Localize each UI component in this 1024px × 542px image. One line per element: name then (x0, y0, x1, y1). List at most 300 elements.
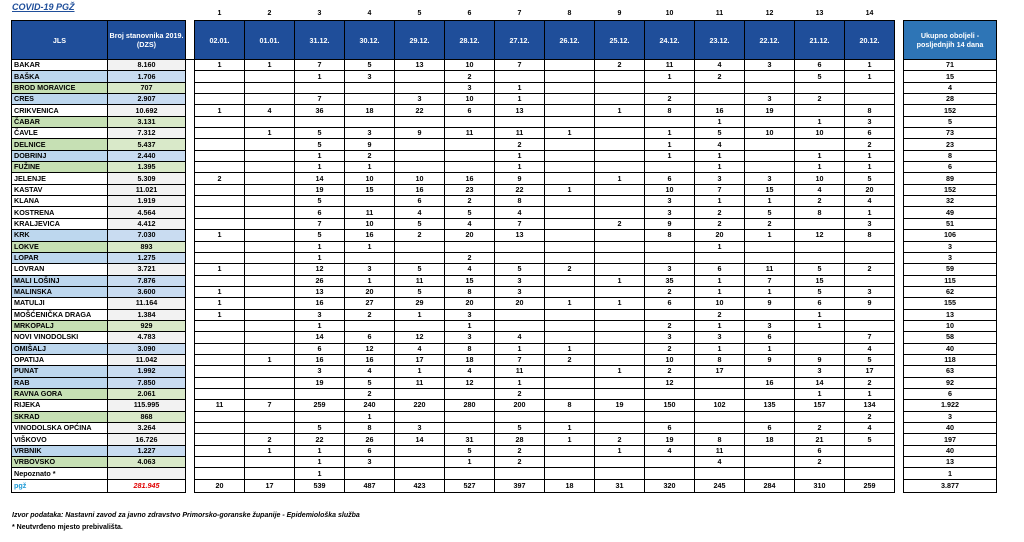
spacer (186, 150, 195, 161)
case-count: 16 (345, 354, 395, 365)
case-count: 1 (645, 128, 695, 139)
spacer (186, 423, 195, 434)
population-value: 2.061 (108, 388, 186, 399)
case-count (595, 94, 645, 105)
row-total: 10 (904, 320, 997, 331)
case-count: 1 (545, 343, 595, 354)
spacer (186, 275, 195, 286)
case-count (795, 332, 845, 343)
municipality-name: CRIKVENICA (12, 105, 108, 116)
table-row (12, 105, 997, 116)
case-count: 6 (845, 128, 895, 139)
row-total: 4 (904, 82, 997, 93)
case-count: 2 (545, 354, 595, 365)
row-total: 63 (904, 366, 997, 377)
municipality-name: Nepoznato * (12, 468, 108, 479)
case-count (795, 105, 845, 116)
case-count: 5 (295, 423, 345, 434)
case-count: 8 (445, 343, 495, 354)
spacer (186, 309, 195, 320)
case-count: 1 (195, 309, 245, 320)
municipality-name: LOVRAN (12, 264, 108, 275)
case-count: 259 (295, 400, 345, 411)
table-row (12, 196, 997, 207)
case-count (445, 116, 495, 127)
case-count (545, 286, 595, 297)
municipality-name: RAVNA GORA (12, 388, 108, 399)
spacer (895, 116, 904, 127)
case-count: 1 (695, 162, 745, 173)
footnote: * Neutvrđeno mjesto prebivališta. (12, 524, 123, 531)
case-count: 4 (845, 423, 895, 434)
case-count: 5 (395, 218, 445, 229)
case-count (195, 162, 245, 173)
case-count (545, 71, 595, 82)
row-total: 40 (904, 445, 997, 456)
case-count: 6 (295, 207, 345, 218)
case-count: 1 (745, 230, 795, 241)
case-count: 2 (595, 60, 645, 71)
case-count: 18 (745, 434, 795, 445)
municipality-name: RIJEKA (12, 400, 108, 411)
case-count: 3 (695, 173, 745, 184)
spacer (895, 411, 904, 422)
sum-count: 259 (845, 479, 895, 492)
case-count: 2 (645, 343, 695, 354)
row-total: 59 (904, 264, 997, 275)
case-count: 220 (395, 400, 445, 411)
spacer (186, 230, 195, 241)
case-count: 7 (695, 184, 745, 195)
municipality-name: CRES (12, 94, 108, 105)
case-count: 28 (495, 434, 545, 445)
case-count: 4 (445, 366, 495, 377)
municipality-name: VINODOLSKA OPĆINA (12, 423, 108, 434)
case-count: 5 (845, 173, 895, 184)
case-count (195, 241, 245, 252)
case-count (595, 162, 645, 173)
case-count: 2 (645, 286, 695, 297)
case-count (245, 150, 295, 161)
spacer (895, 162, 904, 173)
case-count: 157 (795, 400, 845, 411)
municipality-name: MOŠĆENIČKA DRAGA (12, 309, 108, 320)
case-count: 5 (695, 128, 745, 139)
case-count (595, 309, 645, 320)
case-count (595, 252, 645, 263)
case-count (845, 320, 895, 331)
case-count (695, 252, 745, 263)
case-count (245, 332, 295, 343)
column-number: 10 (665, 10, 674, 17)
spacer (895, 445, 904, 456)
spacer (186, 252, 195, 263)
column-number: 3 (317, 10, 322, 17)
case-count: 6 (645, 423, 695, 434)
row-total: 197 (904, 434, 997, 445)
case-count (195, 196, 245, 207)
municipality-name: RAB (12, 377, 108, 388)
spacer (186, 434, 195, 445)
spacer (895, 241, 904, 252)
case-count: 2 (795, 196, 845, 207)
case-count: 11 (695, 445, 745, 456)
case-count (595, 286, 645, 297)
spacer (186, 173, 195, 184)
case-count: 1 (595, 298, 645, 309)
case-count (695, 423, 745, 434)
spacer (186, 411, 195, 422)
case-count: 1 (845, 150, 895, 161)
spacer (895, 252, 904, 263)
case-count: 3 (645, 207, 695, 218)
population-value: 1.706 (108, 71, 186, 82)
row-total: 71 (904, 60, 997, 71)
case-count (695, 388, 745, 399)
case-count: 5 (845, 354, 895, 365)
population-value: 893 (108, 241, 186, 252)
case-count: 1 (645, 71, 695, 82)
case-count: 2 (795, 423, 845, 434)
case-count (345, 252, 395, 263)
municipality-name: SKRAD (12, 411, 108, 422)
population-value: 4.783 (108, 332, 186, 343)
case-count (545, 150, 595, 161)
population-value (108, 468, 186, 479)
case-count: 5 (795, 286, 845, 297)
spacer (895, 207, 904, 218)
table-row (12, 320, 997, 331)
case-count: 4 (695, 457, 745, 468)
case-count: 14 (295, 332, 345, 343)
header-date: 01.01. (245, 21, 295, 60)
population-value: 1.919 (108, 196, 186, 207)
case-count: 3 (295, 366, 345, 377)
case-count: 3 (295, 309, 345, 320)
case-count: 3 (845, 286, 895, 297)
table-row (12, 116, 997, 127)
row-total: 49 (904, 207, 997, 218)
case-count (195, 218, 245, 229)
sum-row (12, 479, 997, 492)
case-count: 20 (345, 286, 395, 297)
municipality-name: LOPAR (12, 252, 108, 263)
table-row (12, 434, 997, 445)
case-count (395, 82, 445, 93)
case-count (395, 388, 445, 399)
municipality-name: KRK (12, 230, 108, 241)
case-count: 1 (745, 343, 795, 354)
case-count (445, 388, 495, 399)
case-count (195, 128, 245, 139)
case-count: 200 (495, 400, 545, 411)
header-date: 20.12. (845, 21, 895, 60)
case-count: 9 (795, 354, 845, 365)
case-count: 16 (695, 105, 745, 116)
spacer (186, 366, 195, 377)
case-count: 8 (695, 434, 745, 445)
spacer (895, 218, 904, 229)
case-count: 5 (295, 139, 345, 150)
row-total: 6 (904, 388, 997, 399)
case-count: 8 (845, 105, 895, 116)
header-date: 24.12. (645, 21, 695, 60)
case-count (595, 207, 645, 218)
table-row (12, 275, 997, 286)
spacer (895, 82, 904, 93)
case-count (745, 150, 795, 161)
case-count: 15 (345, 184, 395, 195)
case-count: 1 (295, 162, 345, 173)
case-count (545, 241, 595, 252)
case-count: 2 (845, 377, 895, 388)
sum-count: 539 (295, 479, 345, 492)
population-value: 1.227 (108, 445, 186, 456)
spacer (895, 298, 904, 309)
case-count: 20 (445, 230, 495, 241)
table-row (12, 457, 997, 468)
population-value: 10.692 (108, 105, 186, 116)
sum-count: 527 (445, 479, 495, 492)
population-value: 16.726 (108, 434, 186, 445)
case-count: 1 (695, 196, 745, 207)
case-count: 102 (695, 400, 745, 411)
case-count: 3 (345, 128, 395, 139)
case-count (545, 60, 595, 71)
case-count: 3 (845, 116, 895, 127)
case-count: 17 (695, 366, 745, 377)
case-count: 2 (445, 196, 495, 207)
row-total: 8 (904, 150, 997, 161)
spacer (186, 320, 195, 331)
case-count: 11 (445, 128, 495, 139)
case-count (345, 196, 395, 207)
municipality-name: ČABAR (12, 116, 108, 127)
case-count: 1 (495, 377, 545, 388)
case-count: 2 (445, 252, 495, 263)
case-count: 134 (845, 400, 895, 411)
case-count (595, 457, 645, 468)
case-count: 1 (845, 60, 895, 71)
case-count: 19 (295, 184, 345, 195)
case-count: 4 (695, 60, 745, 71)
case-count: 1 (245, 354, 295, 365)
sum-count: 423 (395, 479, 445, 492)
case-count (845, 94, 895, 105)
column-number: 4 (367, 10, 372, 17)
case-count: 1 (795, 162, 845, 173)
spacer (186, 264, 195, 275)
header-date: 30.12. (345, 21, 395, 60)
case-count: 16 (445, 173, 495, 184)
case-count: 21 (795, 434, 845, 445)
sum-count: 397 (495, 479, 545, 492)
population-value: 4.564 (108, 207, 186, 218)
table-row (12, 162, 997, 173)
spacer (895, 457, 904, 468)
column-number: 12 (765, 10, 774, 17)
case-count: 16 (295, 354, 345, 365)
case-count: 2 (695, 309, 745, 320)
case-count: 12 (795, 230, 845, 241)
case-count: 7 (495, 354, 545, 365)
case-count: 13 (495, 230, 545, 241)
case-count: 2 (695, 71, 745, 82)
case-count: 1 (795, 150, 845, 161)
population-value: 115.995 (108, 400, 186, 411)
case-count: 11 (495, 128, 545, 139)
case-count: 10 (395, 173, 445, 184)
case-count (695, 94, 745, 105)
table-row (12, 60, 997, 71)
case-count (395, 445, 445, 456)
spacer (186, 286, 195, 297)
case-count: 15 (745, 184, 795, 195)
case-count: 16 (345, 230, 395, 241)
case-count: 10 (445, 94, 495, 105)
case-count (395, 411, 445, 422)
case-count (245, 139, 295, 150)
case-count (745, 252, 795, 263)
row-total: 3 (904, 241, 997, 252)
case-count: 1 (295, 150, 345, 161)
spacer (186, 116, 195, 127)
case-count (845, 252, 895, 263)
spacer (895, 196, 904, 207)
case-count: 6 (345, 445, 395, 456)
case-count (245, 230, 295, 241)
case-count: 3 (445, 332, 495, 343)
header-date: 23.12. (695, 21, 745, 60)
case-count (245, 173, 295, 184)
case-count: 150 (645, 400, 695, 411)
case-count: 1 (695, 150, 745, 161)
case-count: 3 (495, 286, 545, 297)
case-count (195, 139, 245, 150)
case-count (445, 162, 495, 173)
row-total: 5 (904, 116, 997, 127)
case-count: 1 (645, 150, 695, 161)
case-count (395, 241, 445, 252)
case-count: 1 (295, 445, 345, 456)
case-count: 2 (445, 71, 495, 82)
sum-count: 17 (245, 479, 295, 492)
header-date: 26.12. (545, 21, 595, 60)
spacer (186, 332, 195, 343)
case-count: 36 (295, 105, 345, 116)
case-count: 14 (795, 377, 845, 388)
spacer (895, 230, 904, 241)
case-count (845, 468, 895, 479)
case-count: 5 (295, 196, 345, 207)
case-count: 7 (495, 218, 545, 229)
case-count: 6 (795, 298, 845, 309)
case-count (595, 184, 645, 195)
case-count (295, 116, 345, 127)
case-count (645, 82, 695, 93)
case-count: 3 (345, 71, 395, 82)
case-count: 9 (745, 354, 795, 365)
spacer (108, 8, 186, 21)
table-row (12, 411, 997, 422)
municipality-name: OMIŠALJ (12, 343, 108, 354)
case-count: 1 (845, 71, 895, 82)
municipality-name: VRBOVSKO (12, 457, 108, 468)
case-count: 11 (345, 207, 395, 218)
population-value: 8.160 (108, 60, 186, 71)
case-count (245, 241, 295, 252)
case-count: 6 (745, 423, 795, 434)
row-total: 15 (904, 71, 997, 82)
case-count: 1 (845, 162, 895, 173)
municipality-name: OPATIJA (12, 354, 108, 365)
case-count: 2 (395, 230, 445, 241)
sum-count: 284 (745, 479, 795, 492)
case-count (745, 309, 795, 320)
case-count: 1 (445, 320, 495, 331)
case-count: 3 (745, 320, 795, 331)
spacer (186, 457, 195, 468)
case-count (645, 162, 695, 173)
case-count: 2 (545, 264, 595, 275)
case-count (745, 241, 795, 252)
case-count: 1 (245, 445, 295, 456)
municipality-name: LOKVE (12, 241, 108, 252)
column-number: 8 (567, 10, 572, 17)
case-count: 2 (245, 434, 295, 445)
row-total: 23 (904, 139, 997, 150)
case-count: 1 (195, 286, 245, 297)
case-count: 29 (395, 298, 445, 309)
case-count: 4 (695, 139, 745, 150)
case-count (445, 150, 495, 161)
case-count: 1 (195, 105, 245, 116)
case-count: 14 (395, 434, 445, 445)
table-row (12, 343, 997, 354)
table-row (12, 400, 997, 411)
spacer (895, 264, 904, 275)
case-count: 10 (745, 128, 795, 139)
case-count (245, 71, 295, 82)
case-count (545, 377, 595, 388)
case-count (745, 445, 795, 456)
spacer (895, 105, 904, 116)
case-count (595, 116, 645, 127)
case-count (495, 71, 545, 82)
case-count: 6 (395, 196, 445, 207)
municipality-name: BROD MORAVICE (12, 82, 108, 93)
row-total: 115 (904, 275, 997, 286)
sum-count: 20 (195, 479, 245, 492)
case-count: 5 (795, 71, 845, 82)
case-count: 1 (345, 162, 395, 173)
case-count (245, 275, 295, 286)
case-count (595, 71, 645, 82)
case-count (545, 173, 595, 184)
spacer (904, 8, 997, 21)
case-count: 4 (845, 343, 895, 354)
case-count: 5 (295, 230, 345, 241)
municipality-name: KRALJEVICA (12, 218, 108, 229)
spacer (895, 21, 904, 60)
case-count: 2 (695, 218, 745, 229)
case-count (395, 71, 445, 82)
header-date: 31.12. (295, 21, 345, 60)
spacer (186, 343, 195, 354)
population-value: 11.021 (108, 184, 186, 195)
case-count: 2 (345, 388, 395, 399)
table-row (12, 139, 997, 150)
